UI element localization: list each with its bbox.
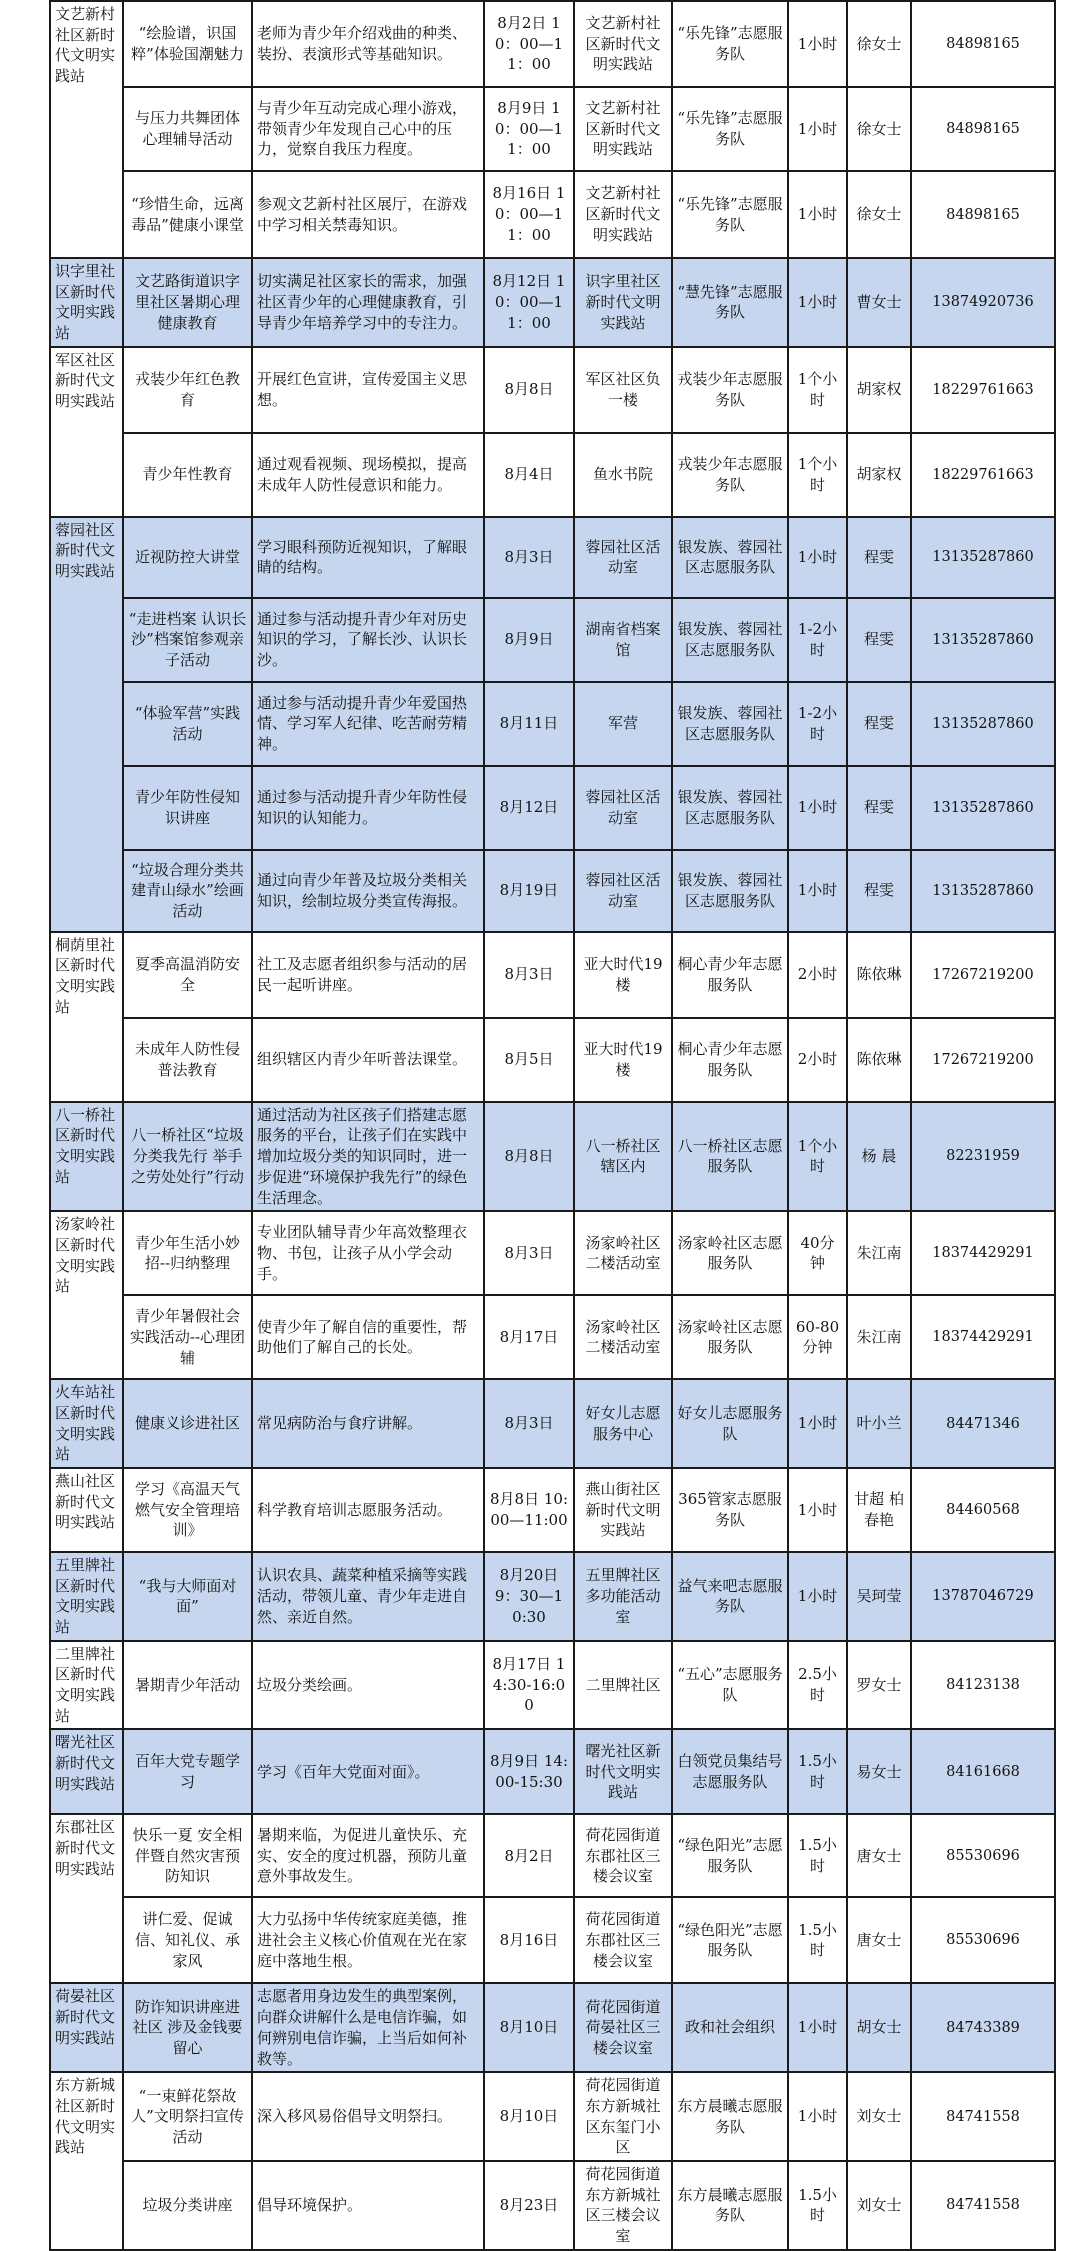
contact-person: 杨 晨 xyxy=(847,1102,911,1211)
volunteer-team: 好女儿志愿服务队 xyxy=(672,1379,788,1468)
activity-description: 常见病防治与食疗讲解。 xyxy=(252,1379,484,1468)
activity-name: 学习《高温天气燃气安全管理培训》 xyxy=(123,1468,252,1552)
practice-site: 八一桥社区新时代文明实践站 xyxy=(50,1102,123,1211)
activity-description: 老师为青少年介绍戏曲的种类、装扮、表演形式等基础知识。 xyxy=(252,1,484,87)
contact-phone: 13874920736 xyxy=(911,258,1055,347)
practice-site: 燕山社区新时代文明实践站 xyxy=(50,1468,123,1552)
activity-description: 使青少年了解自信的重要性，帮助他们了解自己的长处。 xyxy=(252,1295,484,1379)
table-row xyxy=(50,1897,1055,1983)
contact-person: 陈依琳 xyxy=(847,932,911,1018)
activity-name: 讲仁爱、促诚信、知礼仪、承家风 xyxy=(123,1897,252,1983)
activity-location: 五里牌社区多功能活动室 xyxy=(574,1552,672,1641)
activity-date: 8月10日 xyxy=(484,1983,574,2072)
activity-date: 8月3日 xyxy=(484,1379,574,1468)
contact-person: 程雯 xyxy=(847,598,911,682)
contact-person: 唐女士 xyxy=(847,1897,911,1983)
contact-phone: 13135287860 xyxy=(911,766,1055,850)
table-row xyxy=(50,1641,1055,1730)
contact-phone: 85530696 xyxy=(911,1897,1055,1983)
activity-duration: 1-2小时 xyxy=(788,598,847,682)
activity-location: 亚大时代19楼 xyxy=(574,1018,672,1102)
contact-person: 胡家权 xyxy=(847,347,911,433)
contact-phone: 84741558 xyxy=(911,2072,1055,2161)
contact-person: 曹女士 xyxy=(847,258,911,347)
activity-duration: 1个小时 xyxy=(788,347,847,433)
activity-description: 大力弘扬中华传统家庭美德，推进社会主义核心价值观在光在家庭中落地生根。 xyxy=(252,1897,484,1983)
contact-person: 胡女士 xyxy=(847,1983,911,2072)
activity-location: 好女儿志愿服务中心 xyxy=(574,1379,672,1468)
contact-phone: 17267219200 xyxy=(911,932,1055,1018)
activity-duration: 1小时 xyxy=(788,1983,847,2072)
activity-description: 专业团队辅导青少年高效整理衣物、书包，让孩子从小学会动手。 xyxy=(252,1211,484,1295)
practice-site: 东郡社区新时代文明实践站 xyxy=(50,1814,123,1983)
activity-date: 8月9日 xyxy=(484,598,574,682)
contact-phone: 13787046729 xyxy=(911,1552,1055,1641)
activity-duration: 1个小时 xyxy=(788,433,847,517)
contact-phone: 84898165 xyxy=(911,87,1055,171)
contact-person: 程雯 xyxy=(847,517,911,598)
table-row xyxy=(50,850,1055,932)
activity-date: 8月11日 xyxy=(484,682,574,766)
table-row xyxy=(50,1468,1055,1552)
activity-name: 戎装少年红色教育 xyxy=(123,347,252,433)
volunteer-team: 银发族、蓉园社区志愿服务队 xyxy=(672,517,788,598)
volunteer-team: 桐心青少年志愿服务队 xyxy=(672,932,788,1018)
activity-description: 垃圾分类绘画。 xyxy=(252,1641,484,1730)
contact-phone: 18374429291 xyxy=(911,1211,1055,1295)
activity-date: 8月17日 14:30-16:00 xyxy=(484,1641,574,1730)
activity-name: “珍惜生命，远离毒品”健康小课堂 xyxy=(123,171,252,258)
activity-description: 通过活动为社区孩子们搭建志愿服务的平台，让孩子们在实践中增加垃圾分类的知识同时，进一步促进“环境保护我先行”的绿色生活理念。 xyxy=(252,1102,484,1211)
activity-name: 青少年性教育 xyxy=(123,433,252,517)
activity-location: 军区社区负一楼 xyxy=(574,347,672,433)
activity-duration: 2.5小时 xyxy=(788,1641,847,1730)
activity-location: 湖南省档案馆 xyxy=(574,598,672,682)
activity-description: 通过参与活动提升青少年对历史知识的学习，了解长沙、认识长沙。 xyxy=(252,598,484,682)
activity-description: 深入移风易俗倡导文明祭扫。 xyxy=(252,2072,484,2161)
table-row xyxy=(50,171,1055,258)
activity-name: 健康义诊进社区 xyxy=(123,1379,252,1468)
activity-name: 近视防控大讲堂 xyxy=(123,517,252,598)
activity-duration: 2小时 xyxy=(788,932,847,1018)
activity-duration: 1小时 xyxy=(788,766,847,850)
activity-date: 8月12日 xyxy=(484,766,574,850)
activity-duration: 60-80分钟 xyxy=(788,1295,847,1379)
table-row xyxy=(50,1814,1055,1897)
activity-description: 通过观看视频、现场模拟，提高未成年人防性侵意识和能力。 xyxy=(252,433,484,517)
activity-name: “我与大师面对面” xyxy=(123,1552,252,1641)
table-row xyxy=(50,1018,1055,1102)
activity-duration: 40分钟 xyxy=(788,1211,847,1295)
activity-duration: 1-2小时 xyxy=(788,682,847,766)
volunteer-team: “慧先锋”志愿服务队 xyxy=(672,258,788,347)
contact-person: 吴珂莹 xyxy=(847,1552,911,1641)
activity-name: 防诈知识讲座进社区 涉及金钱要留心 xyxy=(123,1983,252,2072)
activity-duration: 1小时 xyxy=(788,2072,847,2161)
activity-duration: 1小时 xyxy=(788,258,847,347)
activity-description: 倡导环境保护。 xyxy=(252,2161,484,2250)
activity-description: 科学教育培训志愿服务活动。 xyxy=(252,1468,484,1552)
volunteer-team: “乐先锋”志愿服务队 xyxy=(672,171,788,258)
activity-duration: 1小时 xyxy=(788,1,847,87)
contact-person: 陈依琳 xyxy=(847,1018,911,1102)
activity-location: 汤家岭社区二楼活动室 xyxy=(574,1211,672,1295)
contact-person: 程雯 xyxy=(847,682,911,766)
activity-name: “一束鲜花祭故人”文明祭扫宣传活动 xyxy=(123,2072,252,2161)
activity-date: 8月8日 xyxy=(484,347,574,433)
contact-person: 罗女士 xyxy=(847,1641,911,1730)
activity-duration: 1.5小时 xyxy=(788,1897,847,1983)
contact-phone: 84460568 xyxy=(911,1468,1055,1552)
practice-site: 军区社区新时代文明实践站 xyxy=(50,347,123,517)
activity-date: 8月12日 10：00—11：00 xyxy=(484,258,574,347)
activity-duration: 1小时 xyxy=(788,171,847,258)
volunteer-team: 戎装少年志愿服务队 xyxy=(672,347,788,433)
activity-date: 8月20日 9：30—10:30 xyxy=(484,1552,574,1641)
activity-name: “体验军营”实践活动 xyxy=(123,682,252,766)
activity-description: 学习《百年大党面对面》。 xyxy=(252,1729,484,1814)
volunteer-team: 汤家岭社区志愿服务队 xyxy=(672,1295,788,1379)
activity-description: 通过向青少年普及垃圾分类相关知识，绘制垃圾分类宣传海报。 xyxy=(252,850,484,932)
volunteer-team: 银发族、蓉园社区志愿服务队 xyxy=(672,766,788,850)
activity-description: 与青少年互动完成心理小游戏，带领青少年发现自己心中的压力，觉察自我压力程度。 xyxy=(252,87,484,171)
activity-location: 军营 xyxy=(574,682,672,766)
practice-site: 蓉园社区新时代文明实践站 xyxy=(50,517,123,932)
activity-duration: 1.5小时 xyxy=(788,1814,847,1897)
activity-name: 暑期青少年活动 xyxy=(123,1641,252,1730)
activity-date: 8月9日 10：00—11：00 xyxy=(484,87,574,171)
contact-phone: 84898165 xyxy=(911,1,1055,87)
volunteer-team: 汤家岭社区志愿服务队 xyxy=(672,1211,788,1295)
activity-duration: 1小时 xyxy=(788,87,847,171)
volunteer-team: 银发族、蓉园社区志愿服务队 xyxy=(672,598,788,682)
activity-date: 8月17日 xyxy=(484,1295,574,1379)
table-row xyxy=(50,87,1055,171)
activity-description: 暑期来临，为促进儿童快乐、充实、安全的度过机器，预防儿童意外事故发生。 xyxy=(252,1814,484,1897)
activity-duration: 1小时 xyxy=(788,1468,847,1552)
contact-person: 徐女士 xyxy=(847,87,911,171)
activity-location: 文艺新村社区新时代文明实践站 xyxy=(574,1,672,87)
activity-description: 切实满足社区家长的需求，加强社区青少年的心理健康教育，引导青少年培养学习中的专注力。 xyxy=(252,258,484,347)
activity-description: 志愿者用身边发生的典型案例，向群众讲解什么是电信诈骗，如何辨别电信诈骗，上当后如何补救等。 xyxy=(252,1983,484,2072)
activity-duration: 1个小时 xyxy=(788,1102,847,1211)
volunteer-team: 东方晨曦志愿服务队 xyxy=(672,2161,788,2250)
table-row xyxy=(50,2072,1055,2161)
contact-phone: 18374429291 xyxy=(911,1295,1055,1379)
contact-person: 徐女士 xyxy=(847,171,911,258)
activity-location: 汤家岭社区二楼活动室 xyxy=(574,1295,672,1379)
table-row xyxy=(50,433,1055,517)
table-row xyxy=(50,1295,1055,1379)
activity-name: “绘脸谱，识国粹”体验国潮魅力 xyxy=(123,1,252,87)
activity-location: 荷花园街道东郡社区三楼会议室 xyxy=(574,1814,672,1897)
activity-date: 8月2日 xyxy=(484,1814,574,1897)
activity-duration: 1.5小时 xyxy=(788,2161,847,2250)
activity-description: 参观文艺新村社区展厅，在游戏中学习相关禁毒知识。 xyxy=(252,171,484,258)
activity-date: 8月3日 xyxy=(484,1211,574,1295)
table-row xyxy=(50,1102,1055,1211)
contact-phone: 84741558 xyxy=(911,2161,1055,2250)
table-row xyxy=(50,1,1055,87)
contact-phone: 84123138 xyxy=(911,1641,1055,1730)
activity-description: 认识农具、蔬菜种植采摘等实践活动，带领儿童、青少年走进自然、亲近自然。 xyxy=(252,1552,484,1641)
activity-name: 与压力共舞团体心理辅导活动 xyxy=(123,87,252,171)
activity-description: 组织辖区内青少年听普法课堂。 xyxy=(252,1018,484,1102)
contact-person: 徐女士 xyxy=(847,1,911,87)
activity-date: 8月23日 xyxy=(484,2161,574,2250)
activity-location: 燕山街社区新时代文明实践站 xyxy=(574,1468,672,1552)
activity-date: 8月8日 xyxy=(484,1102,574,1211)
activity-name: 快乐一夏 安全相伴暨自然灾害预防知识 xyxy=(123,1814,252,1897)
contact-phone: 18229761663 xyxy=(911,433,1055,517)
volunteer-team: 白领党员集结号志愿服务队 xyxy=(672,1729,788,1814)
table-row xyxy=(50,1379,1055,1468)
activity-location: 鱼水书院 xyxy=(574,433,672,517)
activity-location: 亚大时代19楼 xyxy=(574,932,672,1018)
volunteer-team: 东方晨曦志愿服务队 xyxy=(672,2072,788,2161)
practice-site: 识字里社区新时代文明实践站 xyxy=(50,258,123,347)
contact-phone: 82231959 xyxy=(911,1102,1055,1211)
activity-name: “走进档案 认识长沙”档案馆参观亲子活动 xyxy=(123,598,252,682)
activity-date: 8月5日 xyxy=(484,1018,574,1102)
contact-phone: 17267219200 xyxy=(911,1018,1055,1102)
contact-phone: 13135287860 xyxy=(911,598,1055,682)
volunteer-team: “绿色阳光”志愿服务队 xyxy=(672,1897,788,1983)
activity-duration: 1小时 xyxy=(788,517,847,598)
activity-date: 8月16日 xyxy=(484,1897,574,1983)
contact-person: 朱江南 xyxy=(847,1211,911,1295)
contact-person: 甘超 柏春艳 xyxy=(847,1468,911,1552)
activity-name: 文艺路街道识字里社区暑期心理健康教育 xyxy=(123,258,252,347)
activity-duration: 1.5小时 xyxy=(788,1729,847,1814)
activity-schedule-table xyxy=(49,0,1056,2251)
contact-phone: 84743389 xyxy=(911,1983,1055,2072)
activity-duration: 1小时 xyxy=(788,1379,847,1468)
activity-location: 文艺新村社区新时代文明实践站 xyxy=(574,171,672,258)
activity-name: 青少年暑假社会实践活动--心理团辅 xyxy=(123,1295,252,1379)
table-row xyxy=(50,258,1055,347)
activity-date: 8月10日 xyxy=(484,2072,574,2161)
practice-site: 二里牌社区新时代文明实践站 xyxy=(50,1641,123,1730)
contact-phone: 85530696 xyxy=(911,1814,1055,1897)
contact-phone: 84898165 xyxy=(911,171,1055,258)
contact-phone: 13135287860 xyxy=(911,517,1055,598)
contact-person: 胡家权 xyxy=(847,433,911,517)
activity-duration: 2小时 xyxy=(788,1018,847,1102)
volunteer-team: 戎装少年志愿服务队 xyxy=(672,433,788,517)
activity-duration: 1小时 xyxy=(788,1552,847,1641)
contact-person: 程雯 xyxy=(847,766,911,850)
table-row xyxy=(50,1983,1055,2072)
practice-site: 荷晏社区新时代文明实践站 xyxy=(50,1983,123,2072)
table-row xyxy=(50,932,1055,1018)
activity-date: 8月3日 xyxy=(484,932,574,1018)
activity-name: 百年大党专题学习 xyxy=(123,1729,252,1814)
volunteer-team: 八一桥社区志愿服务队 xyxy=(672,1102,788,1211)
activity-name: 青少年防性侵知识讲座 xyxy=(123,766,252,850)
activity-location: 荷花园街道东郡社区三楼会议室 xyxy=(574,1897,672,1983)
volunteer-team: 益气来吧志愿服务队 xyxy=(672,1552,788,1641)
practice-site: 五里牌社区新时代文明实践站 xyxy=(50,1552,123,1641)
activity-name: 未成年人防性侵普法教育 xyxy=(123,1018,252,1102)
table-row xyxy=(50,1729,1055,1814)
volunteer-team: “乐先锋”志愿服务队 xyxy=(672,87,788,171)
contact-person: 程雯 xyxy=(847,850,911,932)
activity-location: 荷花园街道荷晏社区三楼会议室 xyxy=(574,1983,672,2072)
contact-person: 朱江南 xyxy=(847,1295,911,1379)
activity-description: 通过参与活动提升青少年防性侵知识的认知能力。 xyxy=(252,766,484,850)
activity-location: 蓉园社区活动室 xyxy=(574,517,672,598)
contact-person: 刘女士 xyxy=(847,2161,911,2250)
activity-location: 蓉园社区活动室 xyxy=(574,766,672,850)
contact-phone: 18229761663 xyxy=(911,347,1055,433)
activity-date: 8月2日 10：00—11：00 xyxy=(484,1,574,87)
table-row xyxy=(50,347,1055,433)
activity-date: 8月19日 xyxy=(484,850,574,932)
practice-site: 桐荫里社区新时代文明实践站 xyxy=(50,932,123,1102)
activity-location: 二里牌社区 xyxy=(574,1641,672,1730)
volunteer-team: “绿色阳光”志愿服务队 xyxy=(672,1814,788,1897)
contact-phone: 13135287860 xyxy=(911,850,1055,932)
activity-description: 通过参与活动提升青少年爱国热情、学习军人纪律、吃苦耐劳精神。 xyxy=(252,682,484,766)
activity-location: 荷花园街道东方新城社区三楼会议室 xyxy=(574,2161,672,2250)
activity-location: 曙光社区新时代文明实践站 xyxy=(574,1729,672,1814)
practice-site: 火车站社区新时代文明实践站 xyxy=(50,1379,123,1468)
contact-phone: 13135287860 xyxy=(911,682,1055,766)
table-row xyxy=(50,1211,1055,1295)
table-row xyxy=(50,1552,1055,1641)
activity-location: 八一桥社区辖区内 xyxy=(574,1102,672,1211)
table-row xyxy=(50,2161,1055,2250)
activity-date: 8月8日 10:00—11:00 xyxy=(484,1468,574,1552)
practice-site: 文艺新村社区新时代文明实践站 xyxy=(50,1,123,258)
practice-site: 东方新城社区新时代文明实践站 xyxy=(50,2072,123,2250)
table-row xyxy=(50,598,1055,682)
volunteer-team: “五心”志愿服务队 xyxy=(672,1641,788,1730)
volunteer-team: 桐心青少年志愿服务队 xyxy=(672,1018,788,1102)
volunteer-team: “乐先锋”志愿服务队 xyxy=(672,1,788,87)
practice-site: 曙光社区新时代文明实践站 xyxy=(50,1729,123,1814)
activity-date: 8月16日 10：00—11：00 xyxy=(484,171,574,258)
table-row xyxy=(50,517,1055,598)
activity-duration: 1小时 xyxy=(788,850,847,932)
contact-person: 唐女士 xyxy=(847,1814,911,1897)
activity-date: 8月3日 xyxy=(484,517,574,598)
activity-date: 8月9日 14:00-15:30 xyxy=(484,1729,574,1814)
volunteer-team: 政和社会组织 xyxy=(672,1983,788,2072)
activity-location: 蓉园社区活动室 xyxy=(574,850,672,932)
table-row xyxy=(50,766,1055,850)
activity-date: 8月4日 xyxy=(484,433,574,517)
contact-phone: 84161668 xyxy=(911,1729,1055,1814)
volunteer-team: 银发族、蓉园社区志愿服务队 xyxy=(672,682,788,766)
activity-name: 八一桥社区“垃圾分类我先行 举手之劳处处行”行动 xyxy=(123,1102,252,1211)
activity-name: 夏季高温消防安全 xyxy=(123,932,252,1018)
activity-location: 识字里社区新时代文明实践站 xyxy=(574,258,672,347)
table-row xyxy=(50,682,1055,766)
contact-person: 叶小兰 xyxy=(847,1379,911,1468)
activity-name: “垃圾合理分类共建青山绿水”绘画活动 xyxy=(123,850,252,932)
contact-person: 易女士 xyxy=(847,1729,911,1814)
contact-person: 刘女士 xyxy=(847,2072,911,2161)
volunteer-team: 365管家志愿服务队 xyxy=(672,1468,788,1552)
activity-location: 荷花园街道东方新城社区东玺门小区 xyxy=(574,2072,672,2161)
activity-description: 社工及志愿者组织参与活动的居民一起听讲座。 xyxy=(252,932,484,1018)
activity-name: 青少年生活小妙招--归纳整理 xyxy=(123,1211,252,1295)
contact-phone: 84471346 xyxy=(911,1379,1055,1468)
volunteer-team: 银发族、蓉园社区志愿服务队 xyxy=(672,850,788,932)
activity-name: 垃圾分类讲座 xyxy=(123,2161,252,2250)
activity-description: 学习眼科预防近视知识，了解眼睛的结构。 xyxy=(252,517,484,598)
activity-description: 开展红色宣讲，宣传爱国主义思想。 xyxy=(252,347,484,433)
activity-location: 文艺新村社区新时代文明实践站 xyxy=(574,87,672,171)
practice-site: 汤家岭社区新时代文明实践站 xyxy=(50,1211,123,1379)
